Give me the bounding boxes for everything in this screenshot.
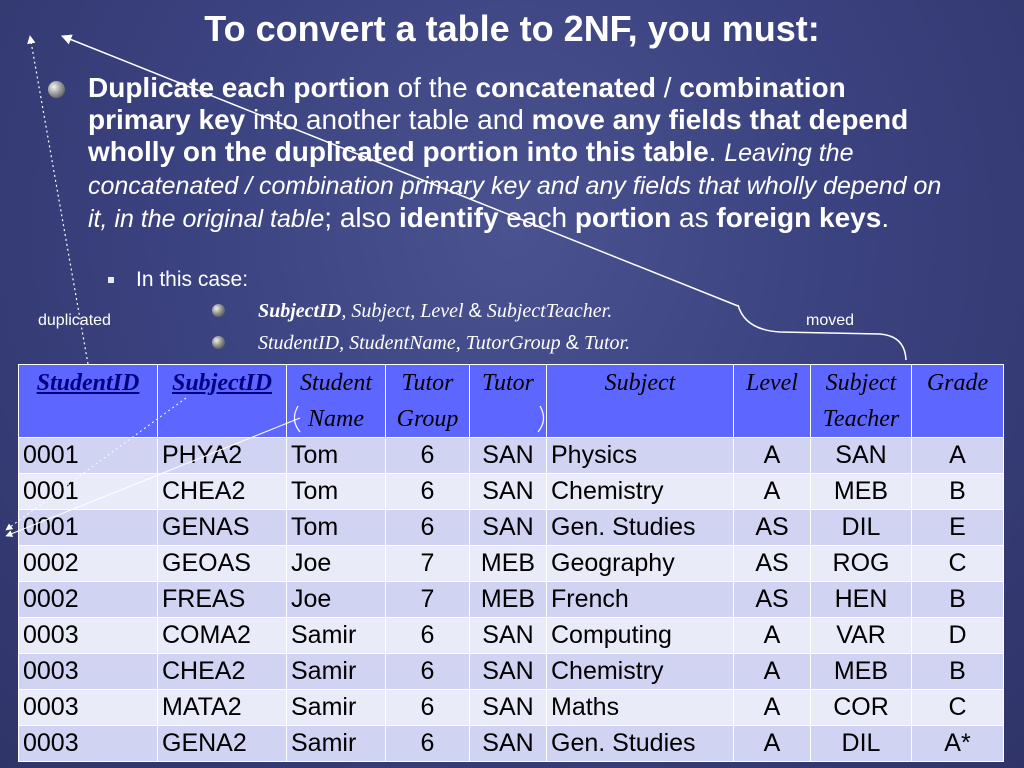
cell-tutor: SAN	[470, 438, 547, 474]
tutor-bracket	[538, 406, 544, 432]
cell-tutor-group: 7	[386, 546, 470, 582]
cell-tutor: SAN	[470, 510, 547, 546]
cell-tutor-group: 6	[386, 690, 470, 726]
cell-level: A	[734, 438, 811, 474]
cell-subject-teacher: MEB	[811, 654, 912, 690]
cell-studentid: 0003	[19, 726, 158, 762]
cell-subject: Computing	[547, 618, 734, 654]
cell-studentid: 0003	[19, 690, 158, 726]
cell-student-name: Joe	[287, 546, 386, 582]
cell-grade: D	[912, 618, 1004, 654]
cell-grade: C	[912, 546, 1004, 582]
cell-subjectid: MATA2	[158, 690, 287, 726]
header-student-name: Student Name	[287, 365, 386, 438]
case-subject: SubjectID, Subject, Level & SubjectTeacher.	[212, 300, 612, 323]
cell-tutor-group: 6	[386, 474, 470, 510]
header-level: Level	[734, 365, 811, 438]
cell-subject: Maths	[547, 690, 734, 726]
header-studentid: StudentID	[19, 365, 158, 438]
label-duplicated: duplicated	[38, 312, 111, 329]
cell-tutor: MEB	[470, 546, 547, 582]
cell-subject-teacher: ROG	[811, 546, 912, 582]
cell-student-name: Joe	[287, 582, 386, 618]
cell-tutor-group: 6	[386, 654, 470, 690]
cell-tutor: SAN	[470, 690, 547, 726]
cell-studentid: 0002	[19, 546, 158, 582]
cell-tutor-group: 6	[386, 618, 470, 654]
moved-bracket	[738, 305, 906, 360]
cell-subjectid: PHYA2	[158, 438, 287, 474]
cell-subjectid: CHEA2	[158, 654, 287, 690]
header-subjectid: SubjectID	[158, 365, 287, 438]
cell-subject: Gen. Studies	[547, 726, 734, 762]
cell-subjectid: GEOAS	[158, 546, 287, 582]
cell-subject: Gen. Studies	[547, 510, 734, 546]
cell-subject: Geography	[547, 546, 734, 582]
cell-subjectid: GENA2	[158, 726, 287, 762]
cell-student-name: Tom	[287, 438, 386, 474]
cell-subject-teacher: VAR	[811, 618, 912, 654]
cell-level: A	[734, 726, 811, 762]
cell-level: AS	[734, 510, 811, 546]
cell-studentid: 0003	[19, 618, 158, 654]
sub-bullet: In this case:	[112, 268, 248, 292]
cell-level: AS	[734, 546, 811, 582]
cell-level: AS	[734, 582, 811, 618]
cell-subject-teacher: DIL	[811, 510, 912, 546]
cell-tutor-group: 6	[386, 510, 470, 546]
cell-subject-teacher: DIL	[811, 726, 912, 762]
cell-student-name: Tom	[287, 510, 386, 546]
cell-tutor-group: 6	[386, 438, 470, 474]
cell-subjectid: COMA2	[158, 618, 287, 654]
cell-subject-teacher: SAN	[811, 438, 912, 474]
cell-subject: French	[547, 582, 734, 618]
cell-grade: E	[912, 510, 1004, 546]
cell-level: A	[734, 618, 811, 654]
cell-grade: B	[912, 582, 1004, 618]
cell-studentid: 0003	[19, 654, 158, 690]
cell-grade: B	[912, 654, 1004, 690]
student-arrow	[6, 418, 300, 536]
header-subject: Subject	[547, 365, 734, 438]
cell-grade: C	[912, 690, 1004, 726]
cell-tutor: SAN	[470, 474, 547, 510]
cell-tutor: SAN	[470, 618, 547, 654]
cell-subjectid: GENAS	[158, 510, 287, 546]
cell-tutor-group: 7	[386, 582, 470, 618]
cell-tutor-group: 6	[386, 726, 470, 762]
cell-subject: Physics	[547, 438, 734, 474]
moved-arrow	[62, 36, 738, 306]
cell-studentid: 0001	[19, 510, 158, 546]
cell-subject: Chemistry	[547, 654, 734, 690]
duplicated-arrow	[30, 36, 88, 364]
cell-studentid: 0002	[19, 582, 158, 618]
cell-subject-teacher: COR	[811, 690, 912, 726]
cell-subject-teacher: HEN	[811, 582, 912, 618]
cell-studentid: 0001	[19, 474, 158, 510]
subjectid-arrow	[6, 398, 186, 530]
header-tutor-group: Tutor Group	[386, 365, 470, 438]
slide-title: To convert a table to 2NF, you must:	[204, 8, 820, 49]
cell-student-name: Samir	[287, 654, 386, 690]
cell-grade: A*	[912, 726, 1004, 762]
cell-tutor: MEB	[470, 582, 547, 618]
cell-level: A	[734, 690, 811, 726]
cell-tutor: SAN	[470, 726, 547, 762]
cell-grade: B	[912, 474, 1004, 510]
cell-student-name: Samir	[287, 690, 386, 726]
header-tutor: Tutor	[470, 365, 547, 438]
cell-subject-teacher: MEB	[811, 474, 912, 510]
cell-student-name: Samir	[287, 726, 386, 762]
cell-level: A	[734, 474, 811, 510]
cell-subjectid: FREAS	[158, 582, 287, 618]
cell-level: A	[734, 654, 811, 690]
header-subject-teacher: Subject Teacher	[811, 365, 912, 438]
cell-studentid: 0001	[19, 438, 158, 474]
cell-tutor: SAN	[470, 654, 547, 690]
cell-student-name: Samir	[287, 618, 386, 654]
label-moved: moved	[806, 312, 855, 329]
cell-grade: A	[912, 438, 1004, 474]
cell-subject: Chemistry	[547, 474, 734, 510]
cell-student-name: Tom	[287, 474, 386, 510]
main-bullet-text: Duplicate each portion of the concatenated / combination primary key into another table and move any fields that depend wholly on the duplicated portion into this table. Leaving the concatenated / combination primary key and any fields that wholly depend on it, in the original table; also identify each portion as foreign keys.	[88, 72, 942, 233]
cell-subjectid: CHEA2	[158, 474, 287, 510]
case-student: StudentID, StudentName, TutorGroup & Tutor.	[212, 332, 630, 355]
header-grade: Grade	[912, 365, 1004, 438]
